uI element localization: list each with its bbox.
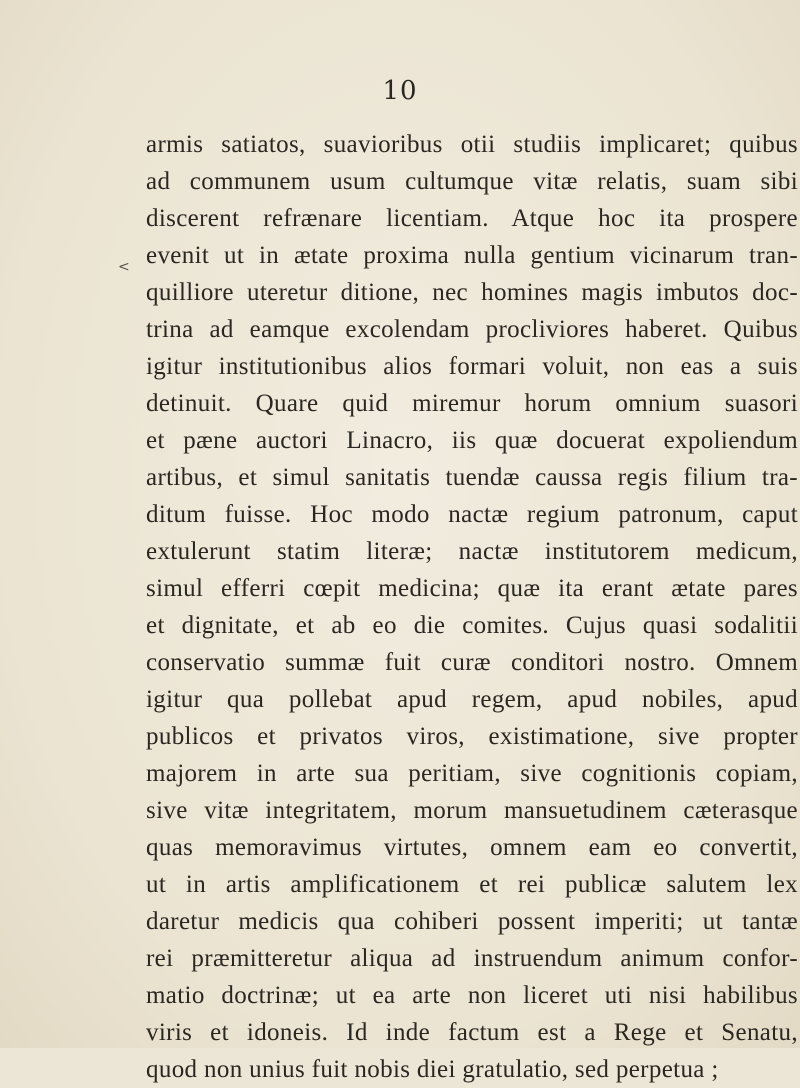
text-line: ad communem usum cultumque vitæ relatis, suam sibi: [146, 168, 798, 195]
text-line: conservatio summæ fuit curæ conditori nostro. Omnem: [146, 649, 798, 676]
text-line: simul efferri cœpit medicina; quæ ita erant ætate pares: [146, 575, 798, 602]
text-line: publicos et privatos viros, existimatione, sive propter: [146, 723, 798, 750]
text-line: viris et idoneis. Id inde factum est a Rege et Senatu,: [146, 1019, 798, 1046]
text-line: armis satiatos, suavioribus otii studiis implicaret; quibus: [146, 131, 798, 158]
text-line: detinuit. Quare quid miremur horum omnium suasori: [146, 390, 798, 417]
text-line: trina ad eamque excolendam procliviores haberet. Quibus: [146, 316, 798, 343]
body-text: [146, 126, 798, 1088]
text-line: quod non unius fuit nobis diei gratulatio, sed perpetua ;: [146, 1056, 719, 1083]
margin-mark: <: [118, 259, 130, 275]
text-line: majorem in arte sua peritiam, sive cognitionis copiam,: [146, 760, 798, 787]
text-line: extulerunt statim literæ; nactæ institutorem medicum,: [146, 538, 798, 565]
text-line: igitur institutionibus alios formari voluit, non eas a suis: [146, 353, 798, 380]
text-line: ut in artis amplificationem et rei publicæ salutem lex: [146, 871, 798, 898]
page-number: 10: [382, 76, 418, 106]
text-line: igitur qua pollebat apud regem, apud nobiles, apud: [146, 686, 798, 713]
text-line: daretur medicis qua cohiberi possent imperiti; ut tantæ: [146, 908, 798, 935]
text-line: quas memoravimus virtutes, omnem eam eo convertit,: [146, 834, 798, 861]
text-line: et dignitate, et ab eo die comites. Cujus quasi sodalitii: [146, 612, 798, 639]
text-line: sive vitæ integritatem, morum mansuetudinem cæterasque: [146, 797, 798, 824]
text-line: matio doctrinæ; ut ea arte non liceret uti nisi habilibus: [146, 982, 798, 1009]
text-line: artibus, et simul sanitatis tuendæ caussa regis filium tra-: [146, 464, 798, 491]
text-line: quilliore uteretur ditione, nec homines magis imbutos doc-: [146, 279, 798, 306]
text-line: ditum fuisse. Hoc modo nactæ regium patronum, caput: [146, 501, 798, 528]
text-line: discerent refrænare licentiam. Atque hoc ita prospere: [146, 205, 798, 232]
text-line: rei præmitteretur aliqua ad instruendum animum confor-: [146, 945, 798, 972]
text-line: et pæne auctori Linacro, iis quæ docuerat expoliendum: [146, 427, 798, 454]
text-line: evenit ut in ætate proxima nulla gentium vicinarum tran-: [146, 242, 798, 269]
